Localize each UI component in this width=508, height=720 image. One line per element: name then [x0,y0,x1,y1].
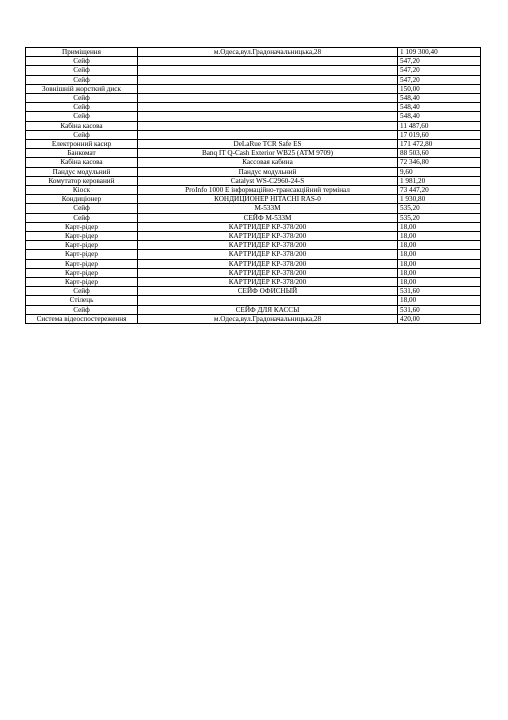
table-row [26,112,481,121]
asset-table [25,47,481,324]
asset-amount-cell: 18,00 [398,222,481,231]
asset-amount-cell: 18,00 [398,259,481,268]
table-row [26,66,481,75]
asset-amount-cell: 18,00 [398,278,481,287]
asset-name-cell: Карт-рідер [26,259,138,268]
asset-amount-cell: 547,20 [398,57,481,66]
table-row [26,176,481,185]
asset-name-cell: Сейф [26,287,138,296]
asset-description-cell: КАРТРИДЕР КР-378/200 [138,241,398,250]
asset-amount-cell: 73 447,20 [398,186,481,195]
table-row [26,167,481,176]
asset-description-cell: м.Одеса,вул.Градоначальницька,28 [138,48,398,57]
asset-name-cell: Електронний касир [26,140,138,149]
asset-name-cell: Кабіна касова [26,158,138,167]
table-row [26,48,481,57]
table-row [26,213,481,222]
table-row [26,121,481,130]
asset-description-cell: Пандус модульний [138,167,398,176]
asset-description-cell: КАРТРИДЕР КР-378/200 [138,259,398,268]
asset-name-cell: Комутатор керований [26,176,138,185]
asset-description-cell: DeLaRue TCR Safe ES [138,140,398,149]
asset-description-cell [138,296,398,305]
asset-name-cell: Пандус модульний [26,167,138,176]
asset-amount-cell: 18,00 [398,268,481,277]
table-row [26,140,481,149]
asset-amount-cell: 420,00 [398,314,481,323]
table-row [26,94,481,103]
table-row [26,149,481,158]
asset-description-cell [138,94,398,103]
table-row [26,103,481,112]
table-row [26,158,481,167]
table-row [26,75,481,84]
asset-amount-cell: 171 472,80 [398,140,481,149]
asset-description-cell [138,112,398,121]
asset-amount-cell: 547,20 [398,75,481,84]
asset-description-cell: СЕЙФ ОФИСНЫЙ [138,287,398,296]
asset-description-cell: КОНДИЦИОНЕР HITACHI RAS-0 [138,195,398,204]
asset-name-cell: Сейф [26,75,138,84]
asset-amount-cell: 548,40 [398,112,481,121]
asset-amount-cell: 535,20 [398,213,481,222]
asset-description-cell: КАРТРИДЕР КР-378/200 [138,250,398,259]
asset-description-cell [138,103,398,112]
asset-name-cell: Карт-рідер [26,222,138,231]
table-row [26,250,481,259]
asset-description-cell [138,66,398,75]
asset-description-cell [138,57,398,66]
asset-name-cell: Сейф [26,204,138,213]
asset-name-cell: Сейф [26,130,138,139]
asset-amount-cell: 18,00 [398,250,481,259]
asset-name-cell: Карт-рідер [26,232,138,241]
asset-name-cell: Сейф [26,57,138,66]
asset-amount-cell: 1 930,80 [398,195,481,204]
asset-amount-cell: 1 981,20 [398,176,481,185]
table-row [26,314,481,323]
asset-name-cell: Карт-рідер [26,241,138,250]
asset-description-cell: КАРТРИДЕР КР-378/200 [138,268,398,277]
asset-name-cell: Зовнішній жорсткий диск [26,84,138,93]
asset-description-cell: Кассовая кабина [138,158,398,167]
table-row [26,57,481,66]
table-row [26,186,481,195]
asset-name-cell: Кабіна касова [26,121,138,130]
asset-amount-cell: 547,20 [398,66,481,75]
asset-amount-cell: 1 109 300,40 [398,48,481,57]
asset-name-cell: Банкомат [26,149,138,158]
asset-amount-cell: 11 487,60 [398,121,481,130]
table-row [26,296,481,305]
asset-amount-cell: 150,00 [398,84,481,93]
asset-description-cell [138,84,398,93]
asset-amount-cell: 88 503,60 [398,149,481,158]
asset-name-cell: Карт-рідер [26,268,138,277]
table-row [26,84,481,93]
asset-amount-cell: 18,00 [398,296,481,305]
table-row [26,232,481,241]
asset-amount-cell: 548,40 [398,103,481,112]
table-row [26,204,481,213]
asset-description-cell: СЕЙФ ДЛЯ КАССЫ [138,305,398,314]
asset-name-cell: Сейф [26,103,138,112]
asset-description-cell: Banq IT Q-Cash Exterior WB25 (ATM 9709) [138,149,398,158]
asset-name-cell: Сейф [26,305,138,314]
table-row [26,195,481,204]
asset-description-cell: СЕЙФ М-533М [138,213,398,222]
asset-amount-cell: 531,60 [398,287,481,296]
asset-description-cell: м.Одеса,вул.Градоначальницька,28 [138,314,398,323]
table-row [26,287,481,296]
table-row [26,259,481,268]
asset-name-cell: Карт-рідер [26,250,138,259]
asset-amount-cell: 18,00 [398,241,481,250]
table-row [26,222,481,231]
asset-name-cell: Кондиціонер [26,195,138,204]
table-row [26,305,481,314]
asset-name-cell: Кіоск [26,186,138,195]
asset-name-cell: Сейф [26,66,138,75]
asset-description-cell [138,130,398,139]
asset-amount-cell: 18,00 [398,232,481,241]
asset-description-cell [138,75,398,84]
asset-name-cell: Карт-рідер [26,278,138,287]
table-row [26,268,481,277]
asset-name-cell: Сейф [26,94,138,103]
asset-description-cell: КАРТРИДЕР КР-378/200 [138,222,398,231]
asset-amount-cell: 535,20 [398,204,481,213]
asset-name-cell: Стілець [26,296,138,305]
asset-name-cell: Сейф [26,213,138,222]
asset-table-body [26,48,481,324]
asset-amount-cell: 9,60 [398,167,481,176]
asset-name-cell: Сейф [26,112,138,121]
asset-sheet [25,47,480,324]
table-row [26,130,481,139]
asset-amount-cell: 531,60 [398,305,481,314]
asset-name-cell: Приміщення [26,48,138,57]
asset-description-cell: М-533М [138,204,398,213]
table-row [26,278,481,287]
asset-amount-cell: 548,40 [398,94,481,103]
asset-description-cell: КАРТРИДЕР КР-378/200 [138,232,398,241]
table-row [26,241,481,250]
asset-description-cell: ProInfo 1000 E інформаційно-трансакційний термінал [138,186,398,195]
asset-description-cell [138,121,398,130]
asset-description-cell: Catalyst WS-C2960-24-S [138,176,398,185]
asset-amount-cell: 72 346,80 [398,158,481,167]
asset-amount-cell: 17 019,60 [398,130,481,139]
asset-description-cell: КАРТРИДЕР КР-378/200 [138,278,398,287]
asset-name-cell: Система відеоспостереження [26,314,138,323]
